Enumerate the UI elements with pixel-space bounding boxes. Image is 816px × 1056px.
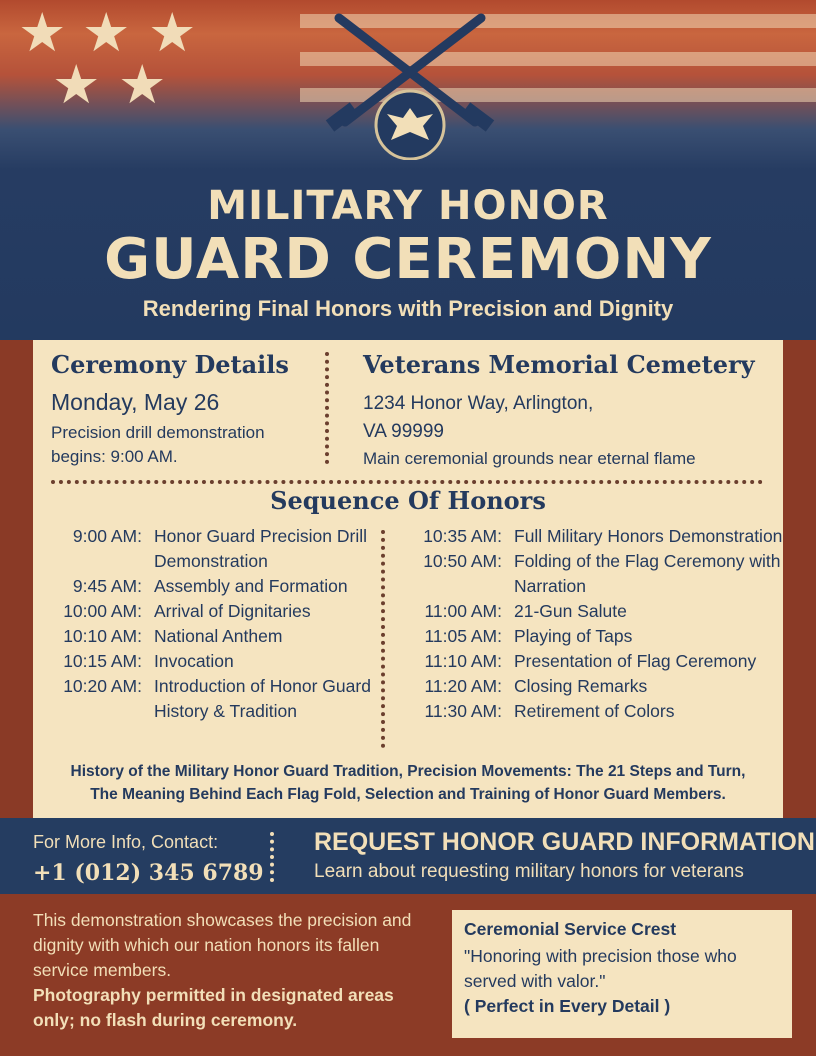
star-icon: ★ [52, 53, 101, 116]
contact-band [0, 818, 816, 894]
schedule-event: Presentation of Flag Ceremony [514, 651, 757, 671]
schedule-time: 10:35 AM: [423, 526, 502, 546]
schedule-row [398, 549, 783, 599]
schedule-event: National Anthem [154, 626, 283, 646]
location-description: Main ceremonial grounds near eternal flame [363, 449, 696, 468]
schedule-event: Full Military Honors Demonstration [514, 526, 783, 546]
schedule-row [38, 574, 378, 599]
schedule-row [398, 649, 783, 674]
contact-label: For More Info, Contact: [33, 832, 219, 852]
schedule-time: 9:00 AM: [72, 526, 142, 546]
schedule-row [38, 599, 378, 624]
crest-motto: ( Perfect in Every Detail ) [464, 996, 671, 1016]
divider [51, 480, 763, 484]
schedule-row [398, 674, 783, 699]
crest-box [452, 910, 792, 1038]
schedule-right [398, 524, 783, 724]
photography-note: Photography permitted in designated areas only; no flash during ceremony. [33, 985, 394, 1030]
sequence-heading: Sequence Of Honors [270, 486, 546, 515]
schedule-time: 11:10 AM: [424, 651, 502, 671]
title-line2: GUARD CEREMONY [104, 227, 712, 292]
divider [270, 832, 274, 882]
topics-line2: The Meaning Behind Each Flag Fold, Selection and Training of Honor Guard Members. [90, 786, 726, 803]
star-icon: ★ [18, 1, 67, 64]
header [0, 0, 816, 340]
schedule-row [38, 674, 378, 724]
crest-heading: Ceremonial Service Crest [464, 919, 677, 939]
details-heading: Ceremony Details [51, 350, 289, 379]
schedule-row [398, 599, 783, 624]
schedule-event: Folding of the Flag Ceremony with Narration [514, 551, 781, 596]
schedule-row [398, 624, 783, 649]
footer [0, 894, 816, 1056]
location-address [363, 390, 593, 446]
schedule-event: Retirement of Colors [514, 701, 675, 721]
schedule-event: Introduction of Honor Guard History & Tradition [154, 676, 371, 721]
ceremony-date: Monday, May 26 [51, 389, 220, 415]
footer-text: This demonstration showcases the precision and dignity with which our nation honors its fallen service members. [33, 910, 412, 980]
schedule-time: 11:30 AM: [424, 701, 502, 721]
topics [33, 760, 783, 806]
contact-phone[interactable]: +1 (012) 345 6789 [33, 860, 264, 886]
schedule-event: Assembly and Formation [154, 576, 348, 596]
address-line2: VA 99999 [363, 421, 445, 442]
star-icon: ★ [118, 53, 167, 116]
schedule-event: Honor Guard Precision Drill Demonstration [154, 526, 367, 571]
schedule-row [398, 699, 783, 724]
topics-line1: History of the Military Honor Guard Tradition, Precision Movements: The 21 Steps and Turn, [70, 763, 746, 780]
schedule-event: Closing Remarks [514, 676, 648, 696]
schedule-time: 9:45 AM: [72, 576, 142, 596]
schedule-time: 10:15 AM: [63, 651, 142, 671]
schedule-time: 10:00 AM: [63, 601, 142, 621]
crest-quote: "Honoring with precision those who served with valor." [464, 946, 737, 991]
schedule-time: 11:20 AM: [424, 676, 502, 696]
address-line1: 1234 Honor Way, Arlington, [363, 393, 594, 414]
star-icon: ★ [82, 1, 131, 64]
schedule-time: 11:00 AM: [424, 601, 502, 621]
schedule-row [38, 624, 378, 649]
subtitle: Rendering Final Honors with Precision and Dignity [142, 296, 674, 321]
schedule-event: Arrival of Dignitaries [154, 601, 311, 621]
divider [381, 530, 385, 748]
schedule-left [38, 524, 378, 724]
schedule-time: 11:05 AM: [424, 626, 502, 646]
location-heading: Veterans Memorial Cemetery [363, 350, 755, 379]
schedule-time: 10:20 AM: [63, 676, 142, 696]
schedule-event: 21-Gun Salute [514, 601, 627, 621]
details-panel [33, 340, 783, 818]
request-info-subtext: Learn about requesting military honors for veterans [314, 861, 744, 882]
title-line1: MILITARY HONOR [207, 183, 609, 229]
schedule-row [398, 524, 783, 549]
footer-text-block [33, 908, 433, 1033]
star-icon: ★ [148, 1, 197, 64]
schedule-event: Invocation [154, 651, 234, 671]
schedule-row [38, 524, 378, 574]
schedule-event: Playing of Taps [514, 626, 633, 646]
schedule-row [38, 649, 378, 674]
details-description: Precision drill demonstration begins: 9:00 AM. [51, 423, 265, 466]
crossed-rifles-eagle-icon [325, 10, 495, 160]
schedule-time: 10:50 AM: [423, 551, 502, 571]
divider [325, 352, 329, 464]
schedule-time: 10:10 AM: [63, 626, 142, 646]
request-info-heading: REQUEST HONOR GUARD INFORMATION [314, 828, 815, 856]
